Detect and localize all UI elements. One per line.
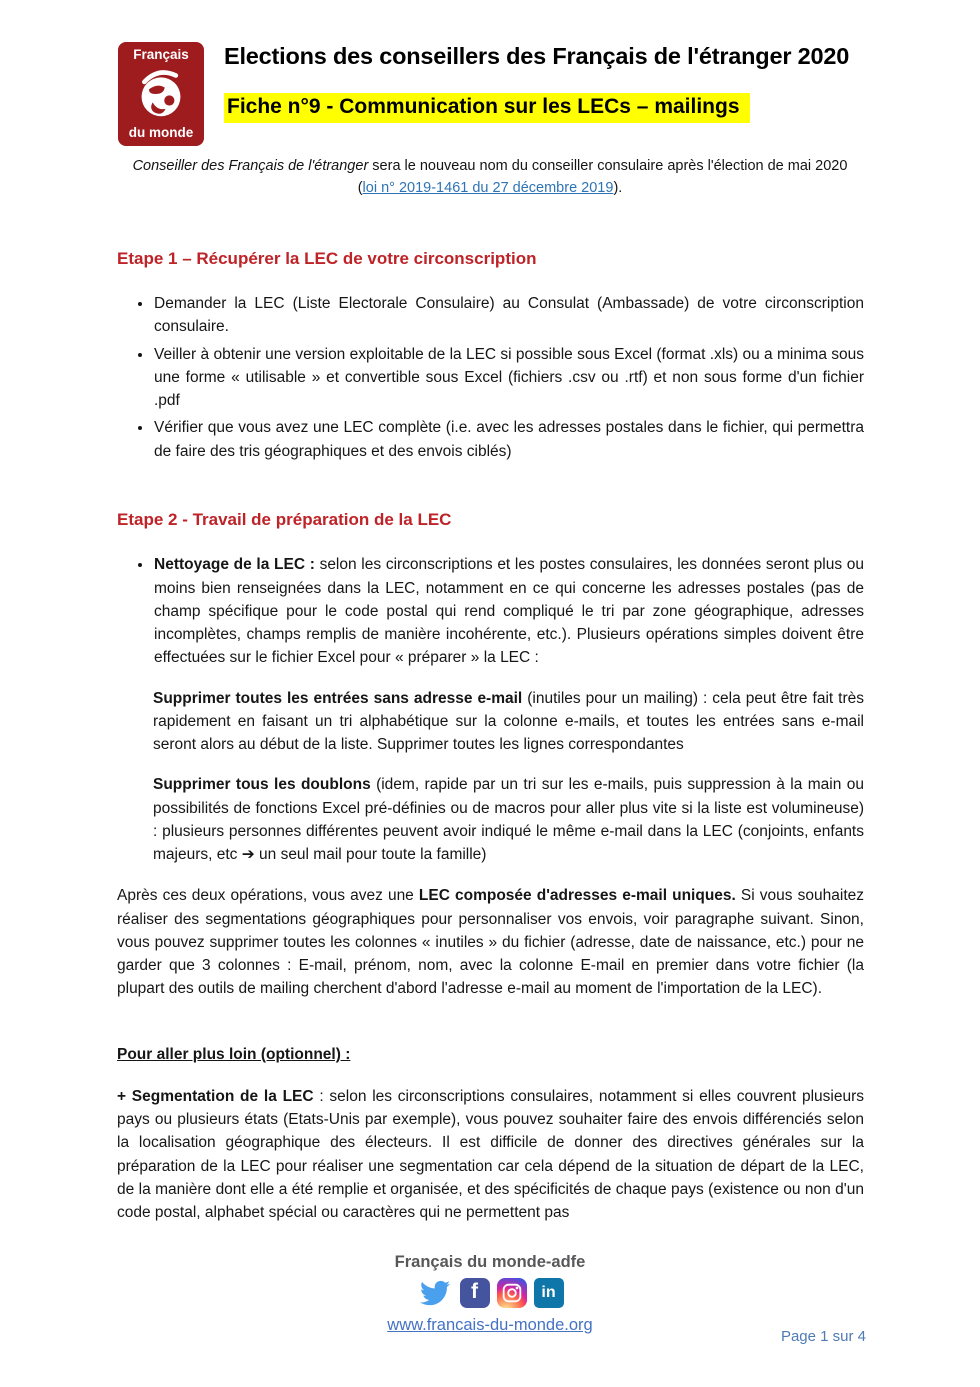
document-header xyxy=(0,0,980,146)
website-link[interactable]: www.francais-du-monde.org xyxy=(387,1316,593,1334)
note-paren-open: ( xyxy=(357,179,363,196)
bullet-item xyxy=(153,343,864,413)
social-icons-row xyxy=(0,1277,980,1309)
etape2-bullet-list xyxy=(117,553,864,669)
francais-du-monde-logo xyxy=(118,42,204,146)
note-regular-text: sera le nouveau nom du conseiller consulaire après l'élection de mai 2020 xyxy=(368,158,848,174)
supprimer-doublons-lead: Supprimer tous les doublons xyxy=(153,776,371,794)
logo-text-bottom: du monde xyxy=(128,125,194,140)
linkedin-icon[interactable] xyxy=(534,1278,564,1308)
document-body xyxy=(0,246,980,1225)
segmentation-rest: : selon les circonscriptions consulaires, notamment si elles couvrent plusieurs pays ou plusieurs états (Etats-Unis par exemple), vous pouvez souhaiter faire des envois différenciés selon la localisation géographique des électeurs. Il est difficile de donner des directives générales sur la préparation de la LEC pour réaliser une segmentation car cela dépend de la situation de départ de la LEC, de la manière dont elle a été remplie et organisée, et des spécificités de chaque pays (existence ou non d'un code postal, alphabet spécial ou caractères qui ne permettent pas xyxy=(117,1087,864,1221)
logo-text-top: Français xyxy=(133,47,189,62)
facebook-glyph: f xyxy=(471,1280,478,1303)
supprimer-doublons-rest: (idem, rapide par un tri sur les e-mails, puis suppression à la main ou possibilités de fonctions Excel pré-définies ou de macros pour aller plus vite si la liste est volumineuse) : plusieurs personnes différentes peuvent avoir indiqué le même e-mail dans la LEC (conjoints, enfants majeurs, etc ➔ un seul mail pour toute la famille) xyxy=(153,776,864,863)
footer-brand: Français du monde-adfe xyxy=(394,1253,586,1271)
note-italic-text: Conseiller des Français de l'étranger xyxy=(132,158,369,174)
supprimer-doublons-paragraph xyxy=(153,773,864,866)
linkedin-glyph: in xyxy=(541,1284,556,1301)
nettoyage-rest: selon les circonscriptions et les postes consulaires, les données seront plus ou moins bien renseignées dans la LEC, notamment en ce qui concerne les adresses postales (pas de champ spécifique pour le code postal qui rend compliqué le tri par zone géographique, adresses incomplètes, champs remplis de manière incohérente, etc.). Plusieurs opérations simples doivent être effectuées sur le fichier Excel pour « préparer » la LEC : xyxy=(154,556,864,667)
bullet-item xyxy=(153,292,864,339)
segmentation-paragraph xyxy=(117,1085,864,1225)
etape1-heading: Etape 1 – Récupérer la LEC de votre circonscription xyxy=(117,248,537,268)
document-footer xyxy=(0,1253,980,1335)
apres-operations-paragraph xyxy=(117,884,864,1000)
note-paren-close: ). xyxy=(613,179,623,196)
supprimer-entrees-paragraph xyxy=(153,687,864,757)
intro-note xyxy=(0,156,980,200)
bullet-item xyxy=(153,553,864,669)
instagram-icon[interactable] xyxy=(497,1278,527,1308)
etape1-bullet-list xyxy=(117,292,864,463)
pour-aller-plus-loin-heading: Pour aller plus loin (optionnel) : xyxy=(117,1045,351,1063)
etape2-heading: Etape 2 - Travail de préparation de la LEC xyxy=(117,509,452,529)
page-number: Page 1 sur 4 xyxy=(780,1328,866,1345)
closing-prefix: Après ces deux opérations, vous avez une xyxy=(117,887,419,905)
bullet-text: Demander la LEC (Liste Electorale Consulaire) au Consulat (Ambassade) de votre circonscription consulaire. xyxy=(154,295,864,336)
bullet-text: Veiller à obtenir une version exploitable de la LEC si possible sous Excel (format .xls) ou a minima sous une forme « utilisable » et convertible sous Excel (fichiers .csv ou .rtf) et non sous forme d'un fichier .pdf xyxy=(154,345,864,409)
law-link[interactable]: loi n° 2019-1461 du 27 décembre 2019 xyxy=(362,179,614,196)
closing-rest: Si vous souhaitez réaliser des segmentations géographiques pour personnaliser vos envois, voir paragraphe suivant. Sinon, vous pouvez supprimer toutes les colonnes « inutiles » du fichier (adresse, date de naissance, etc.) pour ne garder que 3 colonnes : E-mail, prénom, nom, avec la colonne E-mail en premier dans votre fichier (la plupart des outils de mailing cherchent d'abord l'adresse e-mail au moment de l'importation de la LEC). xyxy=(117,887,864,998)
supprimer-entrees-lead: Supprimer toutes les entrées sans adresse e-mail xyxy=(153,689,523,707)
closing-bold: LEC composée d'adresses e-mail uniques. xyxy=(418,887,736,905)
bullet-item xyxy=(153,416,864,463)
segmentation-lead: + Segmentation de la LEC xyxy=(117,1087,314,1105)
fiche-subtitle-highlight: Fiche n°9 - Communication sur les LECs – mailings xyxy=(224,93,750,123)
twitter-icon[interactable] xyxy=(417,1278,453,1308)
page-title: Elections des conseillers des Français de l'étranger 2020 xyxy=(224,43,850,69)
globe-icon xyxy=(133,69,189,119)
supprimer-entrees-rest: (inutiles pour un mailing) : cela peut être fait très rapidement en faisant un tri alphabétique sur la colonne e-mails, et toutes les entrées sans e-mail seront alors au début de la liste. Supprimer toutes les lignes correspondantes xyxy=(153,689,864,753)
nettoyage-lead: Nettoyage de la LEC : xyxy=(154,556,315,574)
bullet-text: Vérifier que vous avez une LEC complète (i.e. avec les adresses postales dans le fichier, qui permettra de faire des tris géographiques et des envois ciblés) xyxy=(154,419,864,460)
header-titles xyxy=(224,42,849,123)
facebook-icon[interactable] xyxy=(460,1278,490,1308)
